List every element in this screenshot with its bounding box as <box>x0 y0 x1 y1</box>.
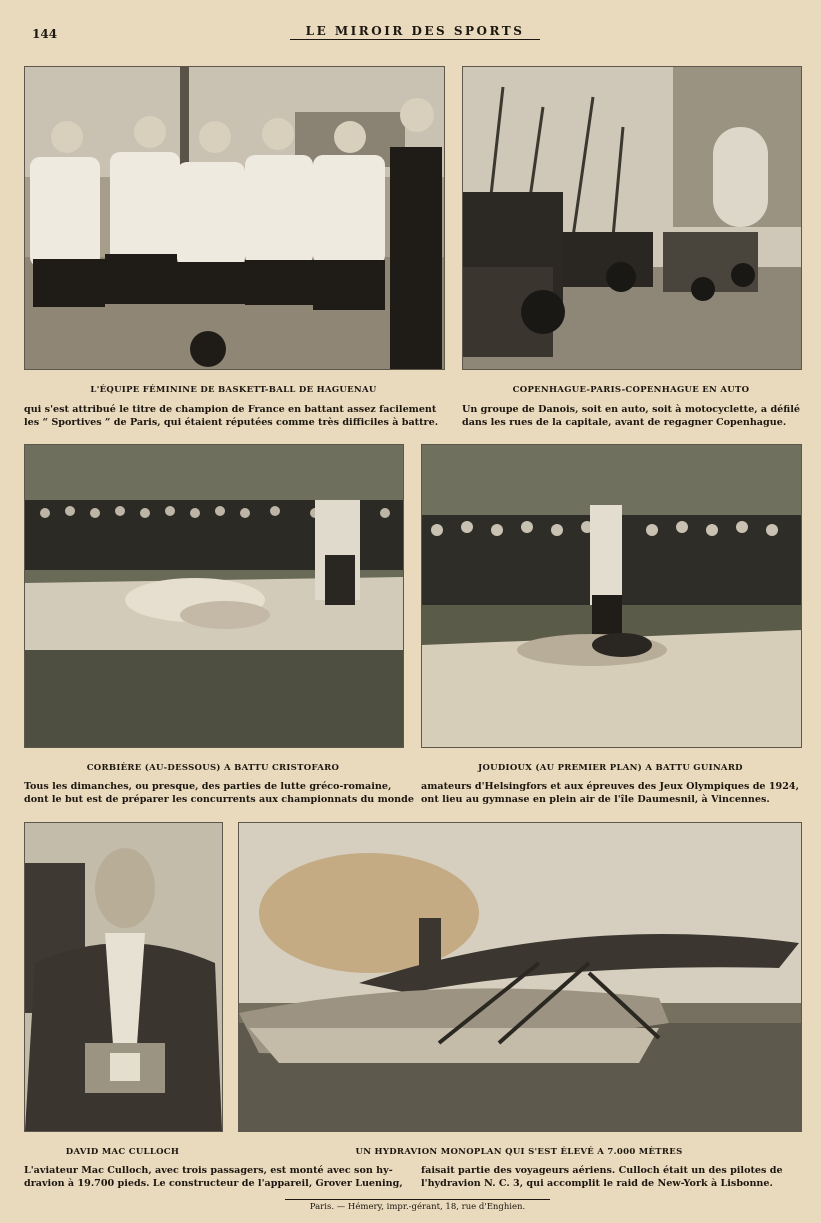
caption-title-seaplane: UN HYDRAVION MONOPLAN QUI S'EST ÉLEVÉ A 7.000 MÈTRES <box>355 1147 683 1157</box>
photo-basketball-team <box>24 66 445 370</box>
photo-seaplane <box>238 822 802 1132</box>
caption-text-aviator-line2: dravion à 19.700 pieds. Le constructeur de l'appareil, Grover Luening, <box>24 1178 403 1189</box>
photo-copenhague-auto <box>462 66 802 370</box>
caption-text-auto-line2: dans les rues de la capitale, avant de regagner Copenhague. <box>462 417 787 428</box>
caption-text-seaplane-line2: l'hydravion N. C. 3, qui accomplit le raid de New-York à Lisbonne. <box>421 1178 773 1189</box>
caption-title-basketball: L'ÉQUIPE FÉMININE DE BASKETT-BALL DE HAGUENAU <box>90 385 377 395</box>
caption-text-seaplane-line1: faisait partie des voyageurs aériens. Culloch était un des pilotes de <box>421 1165 783 1176</box>
caption-title-wrestling-right: JOUDIOUX (AU PREMIER PLAN) A BATTU GUINARD <box>478 763 743 773</box>
caption-text-wrestling-line3: amateurs d'Helsingfors et aux épreuves des Jeux Olympiques de 1924, <box>421 781 799 792</box>
caption-text-wrestling-line1: Tous les dimanches, ou presque, des parties de lutte gréco-romaine, <box>24 781 392 792</box>
caption-title-auto: COPENHAGUE-PARIS-COPENHAGUE EN AUTO <box>512 385 750 395</box>
caption-text-basketball-line1: qui s'est attribué le titre de champion de France en battant assez facilement <box>24 404 437 415</box>
magazine-title: LE MIROIR DES SPORTS <box>290 24 540 40</box>
printer-imprint: Paris. — Hémery, impr.-gérant, 18, rue d'Enghien. <box>285 1199 550 1212</box>
photo-aviator-mac-culloch <box>24 822 223 1132</box>
photo-wrestling-joudioux <box>421 444 802 748</box>
caption-text-basketball-line2: les “ Sportives ” de Paris, qui étaient réputées comme très difficiles à battre. <box>24 417 439 428</box>
caption-text-wrestling-line2: dont le but est de préparer les concurrents aux championnats du monde <box>24 794 414 805</box>
caption-text-wrestling-line4: ont lieu au gymnase en plein air de l'île Daumesnil, à Vincennes. <box>421 794 770 805</box>
caption-text-aviator-line1: L'aviateur Mac Culloch, avec trois passagers, est monté avec son hy- <box>24 1165 393 1176</box>
caption-title-aviator: DAVID MAC CULLOCH <box>65 1147 180 1157</box>
caption-text-auto-line1: Un groupe de Danois, soit en auto, soit à motocyclette, a défilé <box>462 404 800 415</box>
caption-title-wrestling-left: CORBIÈRE (AU-DESSOUS) A BATTU CRISTOFARO <box>86 763 340 773</box>
page-number: 144 <box>32 27 58 41</box>
photo-wrestling-corbiere <box>24 444 404 748</box>
